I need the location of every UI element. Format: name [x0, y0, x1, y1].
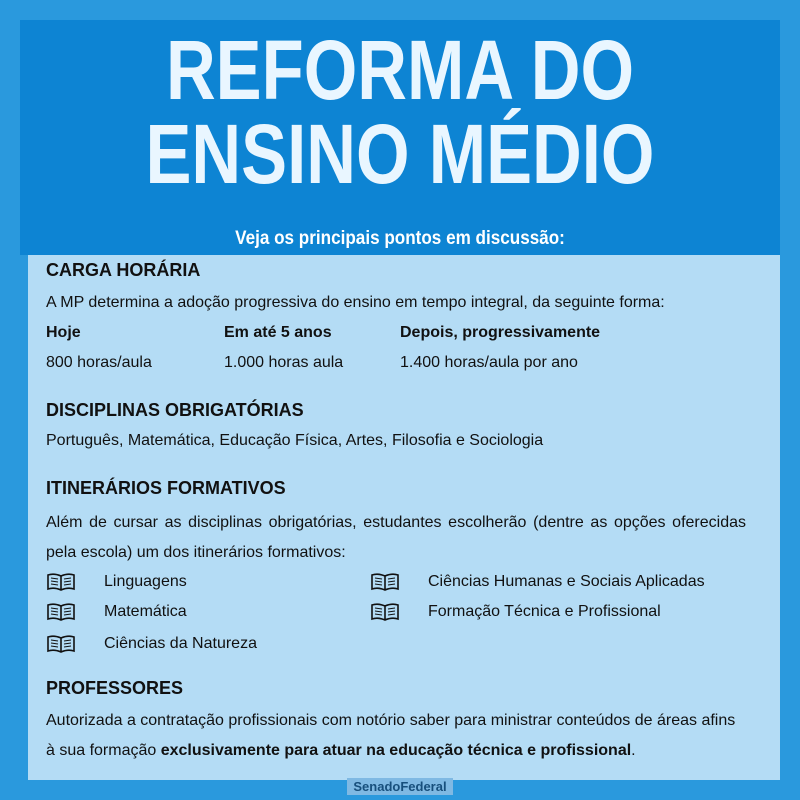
frame-left [0, 0, 20, 800]
senado-logo: SenadoFederal [347, 778, 452, 795]
carga-col-value-3: 1.400 horas/aula por ano [400, 354, 578, 371]
professores-text-bold: exclusivamente para atuar na educação técnica e profissional [160, 742, 632, 759]
disciplinas-title: DISCIPLINAS OBRIGATÓRIAS [46, 400, 304, 420]
open-book-icon [46, 602, 76, 622]
itinerario-label: Ciências da Natureza [104, 635, 257, 652]
itinerario-label: Ciências Humanas e Sociais Aplicadas [428, 573, 705, 590]
open-book-icon [370, 602, 400, 622]
itinerario-label: Linguagens [104, 573, 187, 590]
carga-col-value-1: 800 horas/aula [46, 354, 152, 371]
carga-col-head-3: Depois, progressivamente [400, 324, 601, 341]
carga-col-value-2: 1.000 horas aula [224, 354, 344, 371]
open-book-icon [370, 572, 400, 592]
page-title [88, 23, 711, 201]
frame-top [0, 0, 800, 20]
subtitle: Veja os principais pontos em discussão: [235, 228, 565, 249]
itinerarios-title: ITINERÁRIOS FORMATIVOS [46, 478, 286, 498]
itinerario-item [46, 602, 187, 622]
title-line-1: REFORMA DO [165, 23, 635, 117]
open-book-icon [46, 634, 76, 654]
professores-text [46, 706, 746, 766]
itinerario-item [370, 602, 661, 622]
itinerario-item [46, 634, 257, 654]
itinerario-label: Matemática [104, 603, 187, 620]
itinerario-item [46, 572, 187, 592]
carga-col-head-1: Hoje [46, 324, 81, 341]
carga-col-head-2: Em até 5 anos [224, 324, 332, 341]
frame-right [780, 0, 800, 800]
title-line-2: ENSINO MÉDIO [145, 107, 655, 201]
itinerario-item [370, 572, 705, 592]
itinerario-label: Formação Técnica e Profissional [428, 603, 661, 620]
professores-text-plain: Autorizada a contratação profissionais com notório saber para ministrar conteúdos de áreas afins à sua formação [46, 712, 736, 759]
itinerarios-text: Além de cursar as disciplinas obrigatórias, estudantes escolherão (dentre as opções oferecidas pela escola) um dos itinerários formativos: [46, 514, 746, 561]
professores-text-end: . [631, 742, 636, 759]
carga-title: CARGA HORÁRIA [46, 260, 201, 280]
carga-intro: A MP determina a adoção progressiva do ensino em tempo integral, da seguinte forma: [46, 294, 665, 311]
disciplinas-text: Português, Matemática, Educação Física, Artes, Filosofia e Sociologia [46, 432, 544, 449]
professores-title: PROFESSORES [46, 678, 184, 698]
open-book-icon [46, 572, 76, 592]
footer [0, 778, 800, 795]
